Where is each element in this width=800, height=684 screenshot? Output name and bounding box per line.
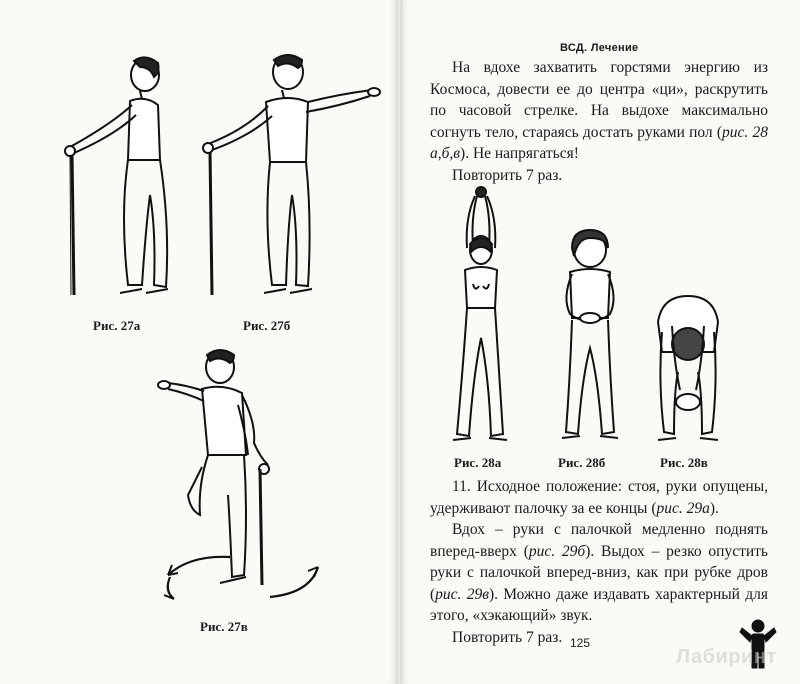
- figure-27a-illustration: [50, 55, 170, 305]
- paragraph-1: [430, 57, 768, 186]
- figure-27b-illustration: [190, 50, 390, 305]
- repeat-1: Повторить 7 раз.: [452, 166, 563, 184]
- watermark: Лабиринт: [676, 646, 777, 668]
- paragraph-3: [430, 519, 768, 627]
- figure-27b-caption: Рис. 27б: [243, 318, 291, 333]
- paragraph-3-part2: ). Выдох – резко опустить руки с палочкой вперед-вниз, как при рубке дров (: [430, 542, 768, 603]
- paragraph-1-part1: На вдохе захватить горстями энергию из Космоса, довести ее до центра «ци», раскрутить по часовой стрелке. На выдохе максимально согнуть тело, стараясь достать руками пол (: [430, 59, 768, 141]
- paragraph-3-ref2: рис. 29в: [435, 585, 489, 603]
- figure-28v-illustration: [648, 292, 728, 448]
- paragraphs-11: [430, 476, 768, 648]
- figure-27v-illustration: [150, 345, 320, 610]
- repeat-2: Повторить 7 раз.: [452, 628, 563, 646]
- figure-28b-illustration: [550, 228, 630, 448]
- paragraph-2-part2: ).: [709, 499, 719, 517]
- paragraph-3-part3: ). Можно даже издавать характерный для этого, «хэкающий» звук.: [430, 585, 768, 624]
- figure-28a-illustration: [445, 188, 515, 448]
- figure-27v-caption: Рис. 27в: [200, 619, 248, 634]
- paragraph-3-part1: Вдох – руки с палочкой медленно поднять вперед-вверх (: [430, 521, 768, 560]
- paragraph-2-part1: 11. Исходное положение: стоя, руки опущены, удерживают палочку за ее концы (: [430, 478, 768, 517]
- paragraph-3-ref: рис. 29б: [528, 542, 586, 560]
- paragraph-2-ref: рис. 29а: [656, 499, 710, 517]
- book-gutter: [396, 0, 402, 684]
- paragraph-2: [430, 476, 768, 519]
- figure-28v-caption: Рис. 28в: [660, 455, 708, 470]
- running-head: ВСД. Лечение: [560, 42, 639, 54]
- figure-28a-caption: Рис. 28а: [454, 455, 502, 470]
- figure-28b-caption: Рис. 28б: [558, 455, 606, 470]
- figure-27a-caption: Рис. 27а: [93, 318, 141, 333]
- paragraph-1-ref: рис. 28 а,б,в: [430, 123, 768, 162]
- paragraph-1-text: [430, 57, 768, 165]
- paragraph-1-part2: ). Не напрягаться!: [460, 145, 579, 162]
- page-number: 125: [570, 636, 591, 650]
